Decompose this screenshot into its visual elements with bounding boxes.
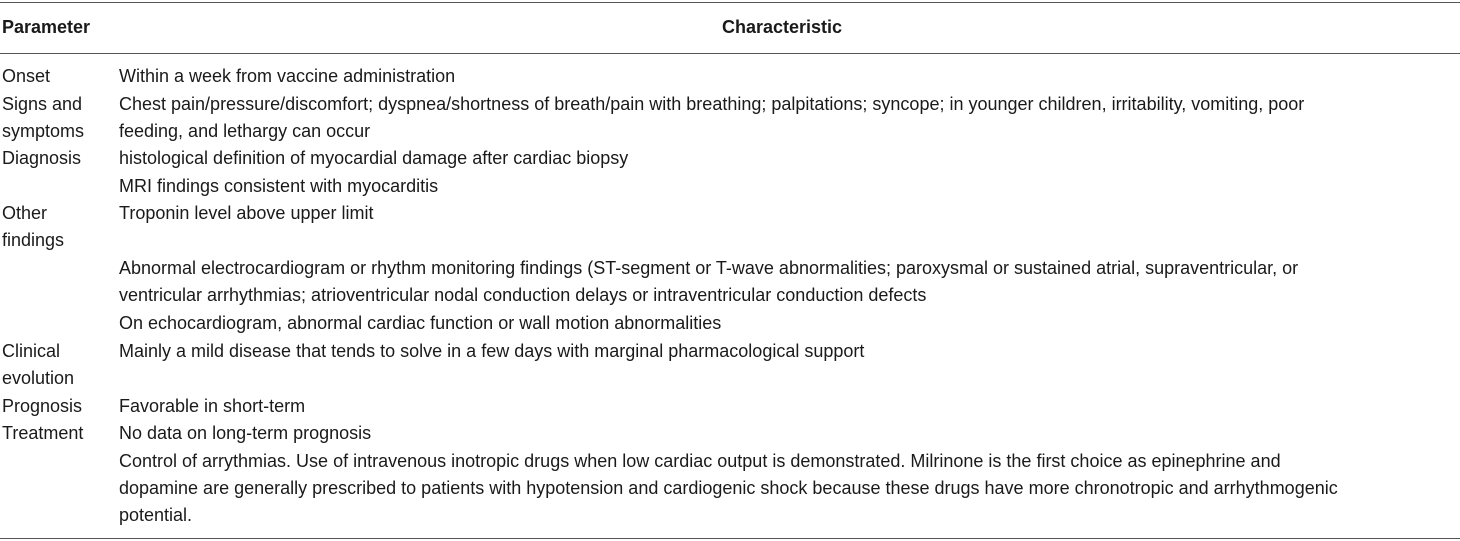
- table-top-rule: [0, 2, 1460, 3]
- header-rule: [0, 53, 1460, 54]
- row-treatment-2-characteristic: Control of arrythmias. Use of intravenous inotropic drugs when low cardiac output is demonstrated. Milrinone is the first choice as epinephrine and dopamine are generally prescribed to patients with hypotension and cardiogenic shock because these drugs have more chronotropic and arrhythmogenic potential.: [119, 450, 1338, 526]
- row-echo-characteristic: On echocardiogram, abnormal cardiac function or wall motion abnormalities: [119, 313, 722, 333]
- row-diagnosis-parameter: Diagnosis: [2, 148, 82, 168]
- row-treatment-characteristic: No data on long-term prognosis: [119, 423, 372, 443]
- row-other-findings-characteristic: Troponin level above upper limit: [119, 203, 374, 223]
- row-other-findings-parameter: Other findings: [2, 203, 65, 251]
- row-clinical-evolution-characteristic: Mainly a mild disease that tends to solve in a few days with marginal pharmacological support: [119, 340, 865, 361]
- row-treatment-parameter: Treatment: [2, 423, 84, 443]
- row-diagnosis-characteristic: histological definition of myocardial damage after cardiac biopsy: [119, 148, 629, 168]
- header-characteristic: Characteristic: [722, 17, 843, 37]
- header-parameter: Parameter: [2, 17, 91, 37]
- table-bottom-rule: [0, 538, 1460, 539]
- row-diagnosis-2-characteristic: MRI findings consistent with myocarditis: [119, 175, 439, 196]
- row-prognosis-characteristic: Favorable in short-term: [119, 395, 306, 416]
- row-signs-characteristic: Chest pain/pressure/discomfort; dyspnea/shortness of breath/pain with breathing; palpitations; syncope; in younger children, irritability, vomiting, poor feeding, and lethargy can occur: [119, 93, 1305, 141]
- row-onset-characteristic: Within a week from vaccine administration: [119, 66, 456, 86]
- row-prognosis-parameter: Prognosis: [2, 395, 83, 416]
- row-clinical-evolution-parameter: Clinical evolution: [2, 340, 75, 388]
- row-onset-parameter: Onset: [2, 66, 51, 86]
- row-ecg-characteristic: Abnormal electrocardiogram or rhythm monitoring findings (ST-segment or T-wave abnormalities; paroxysmal or sustained atrial, supraventricular, or ventricular arrhythmias; atrioventricular nodal conduction delays or intraventricular conduction defects: [119, 258, 1299, 306]
- row-signs-parameter: Signs and symptoms: [2, 93, 85, 141]
